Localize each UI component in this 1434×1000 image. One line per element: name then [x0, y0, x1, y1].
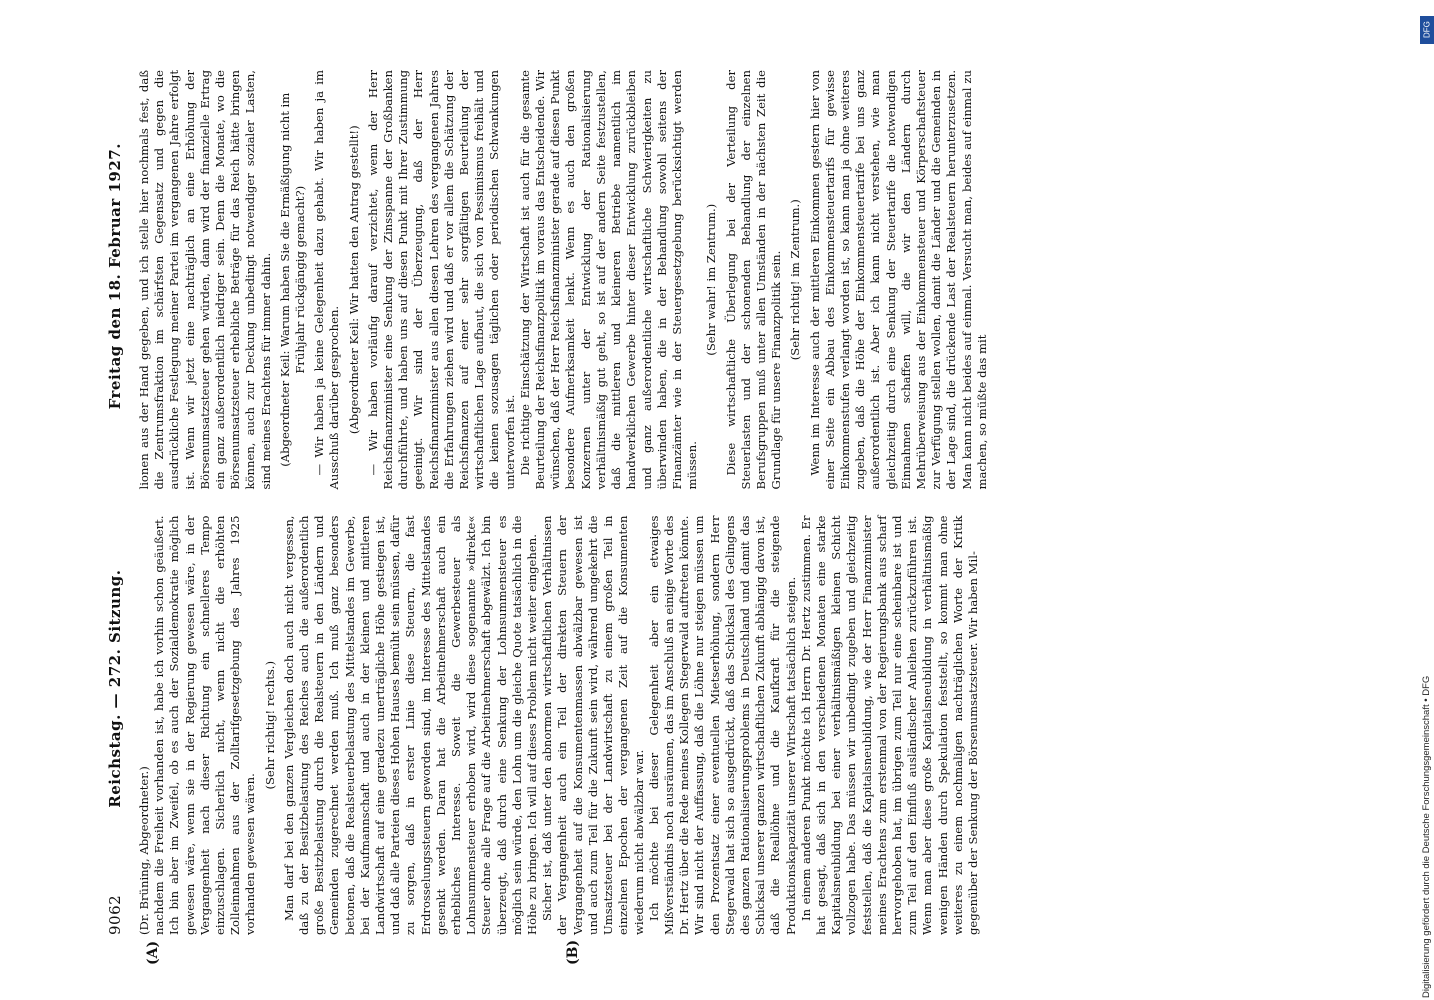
margin-marker-b: (B) [565, 939, 581, 965]
paragraph: Diese wirtschaftliche Überlegung bei der Verteilung der Steuerlasten und der schonenden Behandlung der einzelnen Berufsgruppen muß unter allen Umständen in der nächsten Zeit die Grundlage für unsere Finanzpolitik sein. [723, 70, 784, 490]
margin-marker-a: (A) [145, 940, 161, 965]
paragraph: Sicher ist, daß unter den abnormen wirtschaftlichen Verhältnissen der Vergangenheit auch ein Teil der direkten Steuern der Vergangenheit auf die Konsumentenmassen abwälzbar gewesen ist und auch zum Teil für die Zukunft sein wird, während umgekehrt die Umsatzsteuer bei der Landwirtschaft zu einem großen Teil in einzelnen Epochen der vergangenen Zeit auf die Konsumenten wiederum nicht abwälzbar war. [540, 515, 646, 935]
header-left-title: Reichstag. — 272. Sitzung. [106, 569, 124, 808]
page-number: 9062 [106, 894, 124, 935]
interjection: (Sehr richtig! im Zentrum.) [788, 199, 803, 361]
header-right-title: Freitag den 18. Februar 1927. [106, 143, 124, 410]
paragraph: Man darf bei den ganzen Vergleichen doch auch nicht vergessen, daß zu der Besitzbelastung des Reiches auch die außerordentlich große Besitzbelastung durch die Realsteuern in den Ländern und Gemeinden zugerechnet werden muß. Ich muß ganz besonders betonen, daß die Realsteuerbelastung des Mittelstandes im Gewerbe, bei der Kaufmannschaft und auch in der kleinen und mittleren Landwirtschaft auf eine geradezu unerträgliche Höhe gestiegen ist, und daß alle Parteien dieses Hohen Hauses bemüht sein müssen, dafür zu sorgen, daß in erster Linie diese Steuern, die fast Erdrosselungssteuern geworden sind, im Interesse des Mittelstandes gesenkt werden. Daran hat die Arbeitnehmerschaft auch ein erhebliches Interesse. Soweit die Gewerbesteuer als Lohnsummensteuer erhoben wird, wird diese sogenannte »direkte« Steuer ohne alle Frage auf die Arbeitnehmerschaft abgewälzt. Ich bin überzeugt, daß durch eine Senkung der Lohnsummensteuer es möglich sein würde, den Lohn um die gleiche Quote tatsächlich in die Höhe zu bringen. Ich will auf dieses Problem nicht weiter eingehen. [281, 515, 540, 935]
paragraph: In einem anderen Punkt möchte ich Herrn Dr. Hertz zustimmen. Er hat gesagt, daß sich in den verschiedenen Monaten eine starke Kapitalsneubildung bei einer verhältnismäßigen kleinen Schicht vollzogen habe. Das müssen wir unbedingt zugeben und gleichzeitig feststellen, daß die Kapitalsneubildung, wie der Herr Finanzminister meines Erachtens zum erstenmal von der Regierungsbank aus scharf hervorgehoben hat, im übrigen zum Teil nur eine scheinbare ist und zum Teil auf den Einfluß ausländischer Anleihen zurückzuführen ist. Wenn man aber diese große Kapitalsneubildung in verhältnismäßig wenigen Händen durch Spekulation feststellt, so kommt man ohne weiteres zu einem nochmaligen nachträglichen Worte der Kritik gegenüber der Senkung der Börsenumsatzsteuer. Wir haben Mil- [798, 515, 980, 935]
column-right [137, 70, 989, 490]
text-columns [137, 70, 989, 935]
paragraph: Wenn im Interesse auch der mittleren Einkommen gestern hier von einer Seite ein Abbau des Einkommensteuertarifs für gewisse Einkommenstufen verlangt worden ist, so kann man ja ohne weiteres zugeben, daß die Höhe der Einkommensteuertarife bei uns ganz außerordentlich ist. Aber ich kann nicht verstehen, wie man gleichzeitig durch eine Senkung der Steuertarife die notwendigen Einnahmen schaffen will, die wir den Ländern durch Mehrüberweisung aus der Einkommensteuer und Körperschaftsteuer zur Verfügung stellen wollen, damit die Länder und die Gemeinden in der Lage sind, die drückende Last der Realsteuern herunterzusetzen. Man kann nicht beides auf einmal. Versucht man, beides auf einmal zu machen, so müßte das mit [807, 70, 989, 490]
interjection: (Abgeordneter Keil: Wir hatten den Antrag gestellt!) [346, 125, 361, 435]
paragraph: lionen aus der Hand gegeben, und ich stelle hier nochmals fest, daß die Zentrumsfraktion im schärfsten Gegensatz und gegen die ausdrückliche Festlegung meiner Partei im vergangenen Jahre erfolgt ist. Wenn wir jetzt eine nachträglich an eine Erhöhung der Börsenumsatzsteuer gehen würden, dann wird der finanzielle Ertrag ein ganz außerordentlich niedriger sein. Denn die Monate, wo die Börsenumsatzsteuer erhebliche Beträge für das Reich hätte bringen können, auch zur Deckung unbedingt notwendiger sozialer Lasten, sind meines Erachtens für immer dahin. [137, 70, 273, 490]
dfg-side-strip [1420, 8, 1434, 998]
paragraph: Ich möchte bei dieser Gelegenheit aber ein etwaiges Mißverständnis noch ausräumen, das im Anschluß an einige Worte des Dr. Hertz über die Rede meines Kollegen Stegerwald auftreten könnte. Wir sind nicht der Auffassung, daß die Löhne nur steigen müssen um den Prozentsatz einer eventuellen Mietserhöhung, sondern Herr Stegerwald hat sich so ausgedrückt, daß das Schicksal des Gelingens des ganzen Rationalisierungsproblems in Deutschland und damit das Schicksal unserer ganzen wirtschaftlichen Zukunft abhängig davon ist, daß die Reallöhne und die Kaufkraft für die steigende Produktionskapazität unserer Wirtschaft tatsächlich steigen. [646, 515, 798, 935]
page-header [95, 70, 135, 935]
paragraph: nachdem die Freiheit vorhanden ist, habe ich vorhin schon geäußert. Ich bin aber im Zweifel, ob es auch der Sozialdemokratie möglich gewesen wäre, wenn sie in der Regierung gewesen wäre, in der Vergangenheit nach dieser Richtung ein schnelleres Tempo einzuschlagen. Sicherlich nicht, wenn nicht die erhöhten Zolleinnahmen aus der Zolltarifgesetzgebung des Jahres 1925 vorhanden gewesen wären. [152, 515, 258, 935]
interjection: (Sehr wahr! im Zentrum.) [704, 203, 719, 356]
paragraph: Die richtige Einschätzung der Wirtschaft ist auch für die gesamte Beurteilung der Reichsfinanzpolitik im voraus das Entscheidende. Wir wünschen, daß der Herr Reichsfinanzminister gerade auf diesen Punkt besondere Aufmerksamkeit lenkt. Wenn es auch den großen Konzernen unter der Entwicklung der Rationalisierung verhältnismäßig gut geht, so ist auf der andern Seite festzustellen, daß die mittleren und kleineren Betriebe namentlich im handwerklichen Gewerbe hinter dieser Entwicklung zurückbleiben und ganz außerordentliche wirtschaftliche Schwierigkeiten zu überwinden haben, die in der Behandlung sowohl seitens der Finanzämter wie in der Steuergesetzgebung berücksichtigt werden müssen. [517, 70, 700, 490]
speaker-line: (Dr. Brüning, Abgeordneter.) [137, 766, 151, 935]
interjection: (Abgeordneter Keil: Warum haben Sie die Ermäßigung nicht im Frühjahr rückgängig gemacht?) [277, 92, 308, 467]
dfg-logo-badge: DFG [1420, 16, 1434, 44]
interjection: (Sehr richtig! rechts.) [262, 660, 277, 790]
paragraph: — Wir haben vorläufig darauf verzichtet, wenn der Herr Reichsfinanzminister eine Senkung der Zinsspanne der Großbanken durchführte, und haben uns auf diesen Punkt mit Ihrer Zustimmung geeinigt. Wir sind der Überzeugung, daß der Herr Reichsfinanzminister aus allen diesen Lehren des vergangenen Jahres die Erfahrungen ziehen wird und daß er vor allem die Schätzung der Reichsfinanzen auf einer sehr sorgfältigen Beurteilung der wirtschaftlichen Lage aufbaut, die sich von Pessimismus freihält und die keinen sozusagen täglichen oder periodischen Schwankungen unterworfen ist. [365, 70, 517, 490]
digitization-note: Digitalisierung gefördert durch die Deutsche Forschungsgemeinschaft • DFG [1421, 675, 1432, 998]
rotated-document-page [95, 70, 1325, 965]
paragraph: — Wir haben ja keine Gelegenheit dazu gehabt. Wir haben ja im Ausschuß darüber gesprochen. [312, 70, 342, 490]
column-left [137, 515, 980, 936]
